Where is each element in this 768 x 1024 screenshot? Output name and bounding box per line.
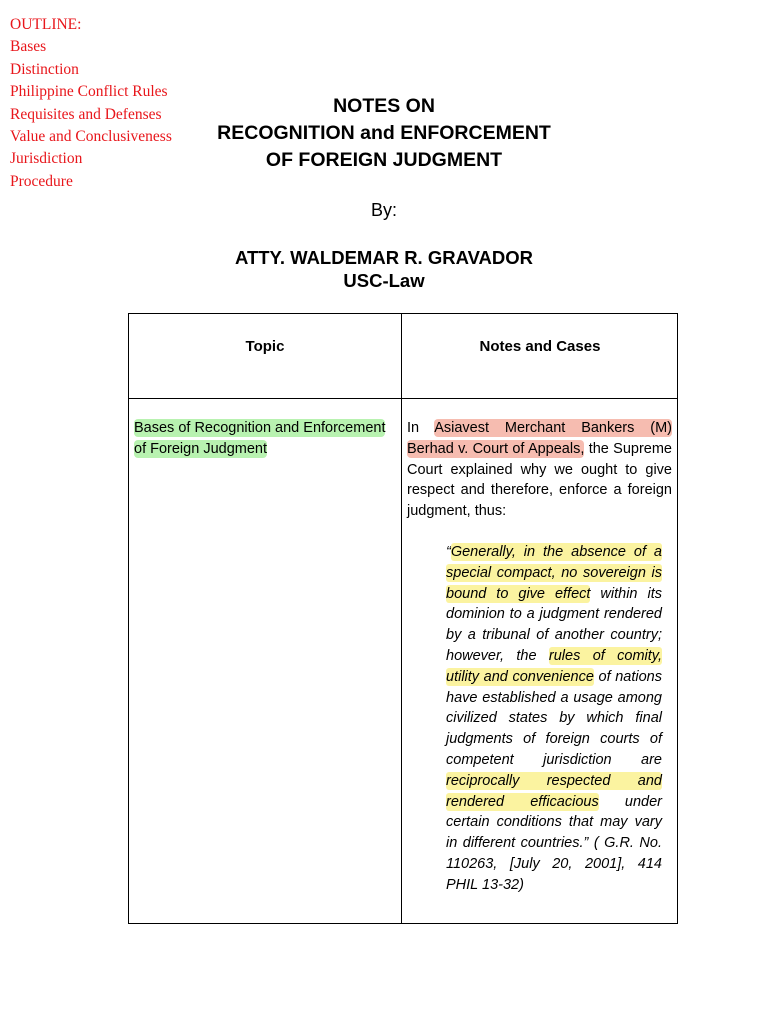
- outline-item-procedure: Procedure: [10, 172, 73, 190]
- topic-highlight: Bases of Recognition and Enforcement of Foreign Judgment: [134, 420, 386, 457]
- title-line-2: RECOGNITION and ENFORCEMENT: [217, 122, 551, 144]
- title-line-1: NOTES ON: [333, 95, 435, 117]
- outline-item-philippine-conflict-rules: Philippine Conflict Rules: [10, 83, 168, 101]
- byline: By:: [370, 200, 397, 220]
- case-quote: [446, 542, 662, 896]
- quote-highlight-1: Generally, in the absence of a special compact, no sovereign is bound to give effect: [446, 544, 662, 602]
- quote-highlight-2: rules of comity, utility and convenience: [446, 647, 662, 685]
- table-column-divider: [401, 314, 402, 923]
- case-name-highlight: Asiavest Merchant Bankers (M) Berhad v. Court of Appeals,: [407, 420, 672, 457]
- title-line-3: OF FOREIGN JUDGMENT: [265, 149, 503, 171]
- outline-item-bases: Bases: [10, 38, 47, 56]
- outline-item-jurisdiction: Jurisdiction: [10, 150, 83, 168]
- outline-item-value: Value and Conclusiveness: [10, 128, 172, 146]
- header-notes-and-cases: Notes and Cases: [479, 338, 601, 355]
- quote-text-2: of nations have established a usage among civilized states by which final judgments of foreign courts of competent jurisdiction are: [446, 668, 662, 768]
- notes-cell: [407, 418, 672, 522]
- outline-heading: OUTLINE:: [10, 16, 82, 33]
- quote-text-3: under certain conditions that may vary in different countries.” ( G.R. No. 110263, [July 20, 2001], 414 PHIL 13-32): [446, 793, 662, 893]
- topic-cell: [134, 418, 396, 460]
- notes-table: [128, 313, 678, 924]
- author-name: ATTY. WALDEMAR R. GRAVADOR: [234, 247, 534, 268]
- outline-list: [10, 14, 172, 193]
- quote-open-mark: “: [446, 544, 451, 560]
- notes-body: the Supreme Court explained why we ought to give respect and therefore, enforce a foreign judgment, thus:: [407, 440, 672, 520]
- author-affiliation: USC-Law: [343, 270, 425, 291]
- quote-text-1: within its dominion to a judgment rendered by a tribunal of another country; however, the: [446, 585, 662, 664]
- notes-intro: In: [407, 420, 420, 436]
- header-topic: Topic: [245, 338, 285, 355]
- outline-item-distinction: Distinction: [10, 60, 79, 78]
- quote-highlight-3: reciprocally respected and rendered efficacious: [446, 772, 662, 810]
- table-header-divider: [129, 398, 677, 399]
- author-block: [0, 246, 768, 292]
- outline-item-requisites: Requisites and Defenses: [10, 105, 162, 123]
